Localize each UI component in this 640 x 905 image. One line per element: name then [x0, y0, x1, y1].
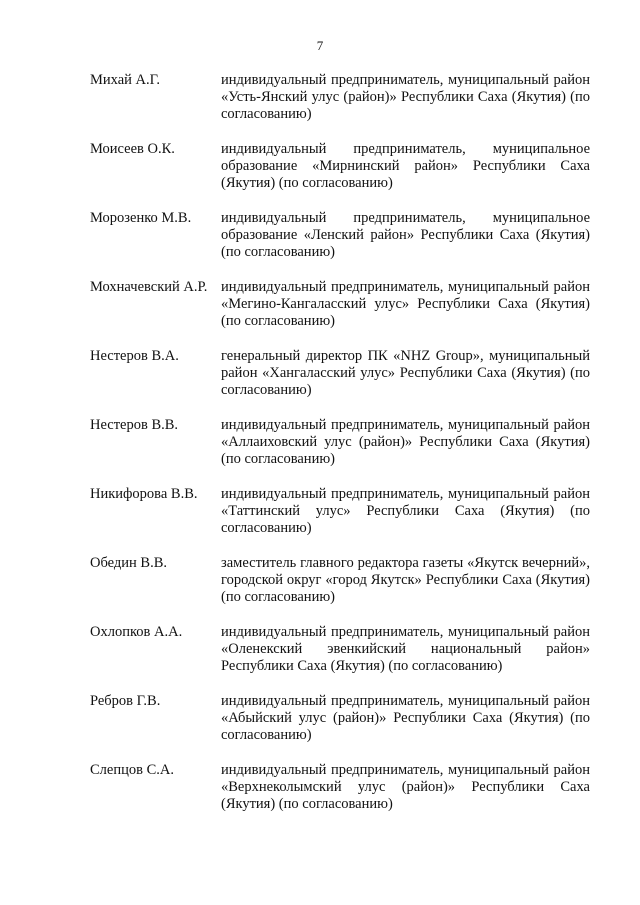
member-name: Никифорова В.В. [90, 486, 198, 502]
list-item [90, 141, 590, 192]
list-item [90, 624, 590, 675]
member-name: Слепцов С.А. [90, 762, 174, 778]
member-name: Нестеров В.В. [90, 417, 179, 433]
list-item [90, 210, 590, 261]
member-name: Охлопков А.А. [90, 624, 183, 640]
member-description: генеральный директор ПК «NHZ Group», муниципальный район «Хангаласский улус» Республики Саха (Якутия) (по согласованию) [221, 348, 590, 398]
list-item [90, 72, 590, 123]
member-description: заместитель главного редактора газеты «Якутск вечерний», городской округ «город Якутск» Республики Саха (Якутия) (по согласованию) [221, 555, 590, 605]
list-item [90, 348, 590, 399]
member-list [90, 72, 590, 831]
list-item [90, 279, 590, 330]
member-name: Михай А.Г. [90, 72, 161, 88]
member-description: индивидуальный предприниматель, муниципальный район «Усть-Янский улус (район)» Республики Саха (Якутия) (по согласованию) [221, 72, 590, 122]
member-name: Морозенко М.В. [90, 210, 192, 226]
list-item [90, 762, 590, 813]
list-item [90, 417, 590, 468]
member-description: индивидуальный предприниматель, муниципальный район «Мегино-Кангаласский улус» Республики Саха (Якутия) (по согласованию) [221, 279, 590, 329]
page-number: 7 [316, 38, 324, 53]
list-item [90, 486, 590, 537]
member-description: индивидуальный предприниматель, муниципальный район «Верхнеколымский улус (район)» Республики Саха (Якутия) (по согласованию) [221, 762, 590, 812]
member-description: индивидуальный предприниматель, муниципальное образование «Мирнинский район» Республики Саха (Якутия) (по согласованию) [221, 141, 590, 191]
list-item [90, 555, 590, 606]
member-name: Ребров Г.В. [90, 693, 161, 709]
member-description: индивидуальный предприниматель, муниципальный район «Абыйский улус (район)» Республики Саха (Якутия) (по согласованию) [221, 693, 590, 743]
member-description: индивидуальный предприниматель, муниципальный район «Оленекский эвенкийский национальный район» Республики Саха (Якутия) (по согласованию) [221, 624, 590, 674]
member-name: Нестеров В.А. [90, 348, 179, 364]
list-item [90, 693, 590, 744]
member-description: индивидуальный предприниматель, муниципальный район «Таттинский улус» Республики Саха (Якутия) (по согласованию) [221, 486, 590, 536]
member-name: Обедин В.В. [90, 555, 168, 571]
member-description: индивидуальный предприниматель, муниципальное образование «Ленский район» Республики Саха (Якутия) (по согласованию) [221, 210, 590, 260]
member-name: Мохначевский А.Р. [90, 279, 208, 295]
member-name: Моисеев О.К. [90, 141, 175, 157]
member-description: индивидуальный предприниматель, муниципальный район «Аллаиховский улус (район)» Республики Саха (Якутия) (по согласованию) [221, 417, 590, 467]
